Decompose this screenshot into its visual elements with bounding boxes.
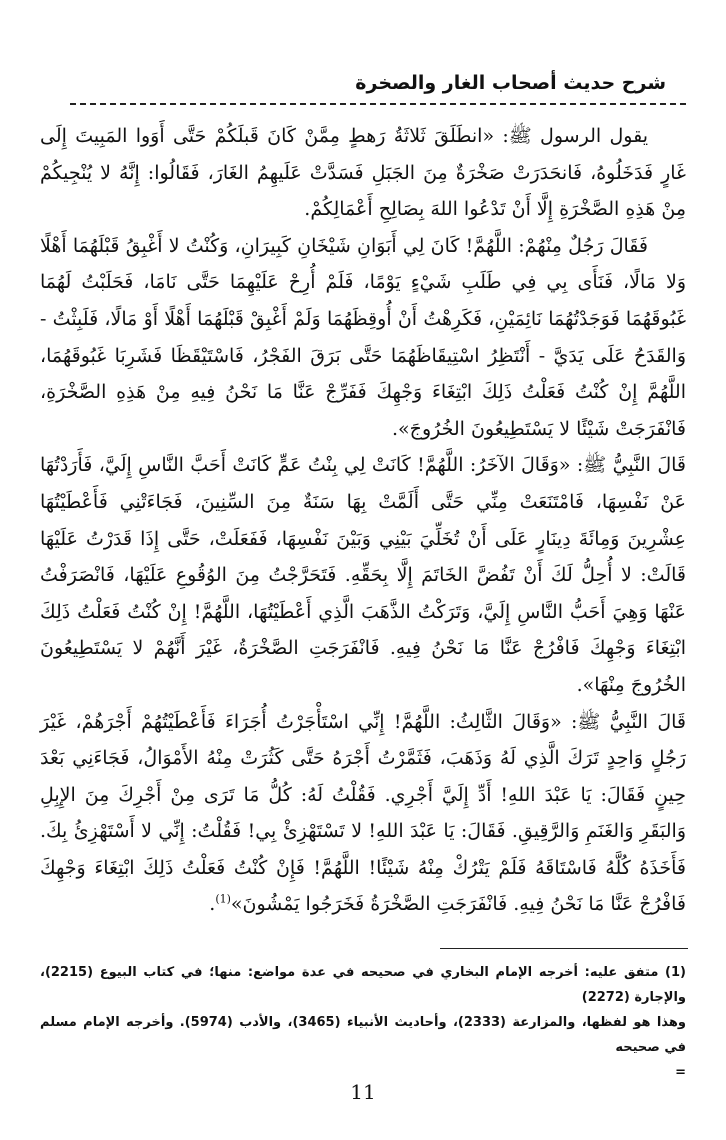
header-divider: [70, 103, 686, 105]
main-text: [40, 118, 686, 923]
paragraph-intro: يقول الرسول ﷺ: «انطَلَقَ ثَلاثَةُ رَهطٍ مِمَّنْ كَانَ قَبلَكُمْ حَتَّى أَوَوا المَبِيتَ إِلَى غَارٍ فَدَخَلُوهُ، فَانحَدَرَتْ صَخْرَةٌ مِنَ الجَبَلِ فَسَدَّتْ عَلَيهِمُ الغَارَ، فَقَالُوا: إِنَّهُ لا يُنْجِيكُمْ مِنْ هَذِهِ الصَّخْرَةِ إِلَّا أَنْ تَدْعُوا اللهَ بِصَالِحِ أَعْمَالِكُمْ.: [40, 125, 686, 221]
footnote: [40, 960, 686, 1085]
page-number: 11: [350, 1080, 376, 1104]
paragraph-third-man-text: قَالَ النَّبِيُّ ﷺ: «وَقَالَ الثَّالِثُ: اللَّهُمَّ! إِنِّي اسْتَأْجَرْتُ أُجَرَاءَ فَأَعْطَيْتُهُمْ أَجْرَهُمْ، غَيْرَ رَجُلٍ وَاحِدٍ تَرَكَ الَّذِي لَهُ وَذَهَبَ، فَثَمَّرْتُ أَجْرَهُ حَتَّى كَثُرَتْ مِنْهُ الأَمْوَالُ، فَجَاءَنِي بَعْدَ حِينٍ فَقَالَ: يَا عَبْدَ اللهِ! أَدِّ إِلَيَّ أَجْرِي. فَقُلْتُ لَهُ: كُلُّ مَا تَرَى مِنْ أَجْرِكَ مِنَ الإِبِلِ وَالبَقَرِ وَالغَنَمِ وَالرَّقِيقِ. فَقَالَ: يَا عَبْدَ اللهِ! لا تَسْتَهْزِئْ بِي! فَقُلْتُ: إِنِّي لا أَسْتَهْزِئُ بِكَ. فَأَخَذَهُ كُلَّهُ فَاسْتَاقَهُ فَلَمْ يَتْرُكْ مِنْهُ شَيْئًا! اللَّهُمَّ! فَإِنْ كُنْتُ فَعَلْتُ ذَلِكَ ابْتِغَاءَ وَجْهِكَ فَافْرُجْ عَنَّا مَا نَحْنُ فِيهِ. فَانْفَرَجَتِ الصَّخْرَةُ فَخَرَجُوا يَمْشُونَ»: [40, 710, 686, 916]
footnote-reference[interactable]: (1): [215, 893, 231, 907]
footnote-line-1: (1) متفق عليه: أخرجه الإمام البخاري في صحيحه في عدة مواضع: منها؛ في كتاب البيوع (2215)، والإجارة (2272): [40, 965, 686, 1005]
footnote-continuation-mark: =: [675, 1065, 686, 1080]
paragraph-first-man: فَقَالَ رَجُلٌ مِنْهُمْ: اللَّهُمَّ! كَانَ لِي أَبَوَانِ شَيْخَانِ كَبِيرَانِ، وَكُنْتُ لا أَغْبِقُ قَبْلَهُمَا أَهْلًا وَلا مَالًا، فَنَأَى بِي فِي طَلَبِ شَيْءٍ يَوْمًا، فَلَمْ أُرِحْ عَلَيْهِمَا حَتَّى نَامَا، فَحَلَبْتُ لَهُمَا غَبُوقَهُمَا فَوَجَدْتُهُمَا نَائِمَيْنِ، فَكَرِهْتُ أَنْ أُوقِظَهُمَا وَلَمْ أَغْبِقْ قَبْلَهُمَا أَهْلًا أَوْ مَالًا، فَلَبِثْتُ - وَالقَدَحُ عَلَى يَدَيَّ - أَنْتَظِرُ اسْتِيقَاظَهُمَا حَتَّى بَرَقَ الفَجْرُ، فَاسْتَيْقَظَا فَشَرِبَا غَبُوقَهُمَا، اللَّهُمَّ إِنْ كُنْتُ فَعَلْتُ ذَلِكَ ابْتِغَاءَ وَجْهِكَ فَفَرِّجْ عَنَّا مَا نَحْنُ فِيهِ مِنْ هَذِهِ الصَّخْرَةِ، فَانْفَرَجَتْ شَيْئًا لا يَسْتَطِيعُونَ الخُرُوجَ».: [40, 234, 686, 440]
paragraph-second-man: قَالَ النَّبِيُّ ﷺ: «وَقَالَ الآخَرُ: اللَّهُمَّ! كَانَتْ لِي بِنْتُ عَمٍّ كَانَتْ أَحَبَّ النَّاسِ إِلَيَّ، فَأَرَدْتُهَا عَنْ نَفْسِهَا، فَامْتَنَعَتْ مِنِّي حَتَّى أَلَمَّتْ بِهَا سَنَةٌ مِنَ السِّنِينَ، فَجَاءَتْنِي فَأَعْطَيْتُهَا عِشْرِينَ وَمِائَةَ دِينَارٍ عَلَى أَنْ تُخَلِّيَ بَيْنِي وَبَيْنَ نَفْسِهَا، فَفَعَلَتْ، حَتَّى إِذَا قَدَرْتُ عَلَيْهَا قَالَتْ: لا أُحِلُّ لَكَ أَنْ تَفُضَّ الخَاتَمَ إِلَّا بِحَقِّهِ. فَتَحَرَّجْتُ مِنَ الوُقُوعِ عَلَيْهَا، فَانْصَرَفْتُ عَنْهَا وَهِيَ أَحَبُّ النَّاسِ إِلَيَّ، وَتَرَكْتُ الذَّهَبَ الَّذِي أَعْطَيْتُهَا، اللَّهُمَّ! إِنْ كُنْتُ فَعَلْتُ ذَلِكَ ابْتِغَاءَ وَجْهِكَ فَافْرُجْ عَنَّا مَا نَحْنُ فِيهِ. فَانْفَرَجَتِ الصَّخْرَةُ، غَيْرَ أَنَّهُمْ لا يَسْتَطِيعُونَ الخُرُوجَ مِنْهَا».: [40, 454, 686, 696]
paragraph-end-mark: .: [209, 893, 216, 916]
footnote-line-2: وهذا هو لفظها، والمزارعة (2333)، وأحاديث الأنبياء (3465)، والأدب (5974). وأخرجه الإمام مسلم في صحيحه: [40, 1015, 686, 1055]
running-header: شرح حديث أصحاب الغار والصخرة: [355, 72, 666, 94]
paragraph-third-man: [40, 704, 686, 924]
footnote-divider: [440, 948, 688, 949]
